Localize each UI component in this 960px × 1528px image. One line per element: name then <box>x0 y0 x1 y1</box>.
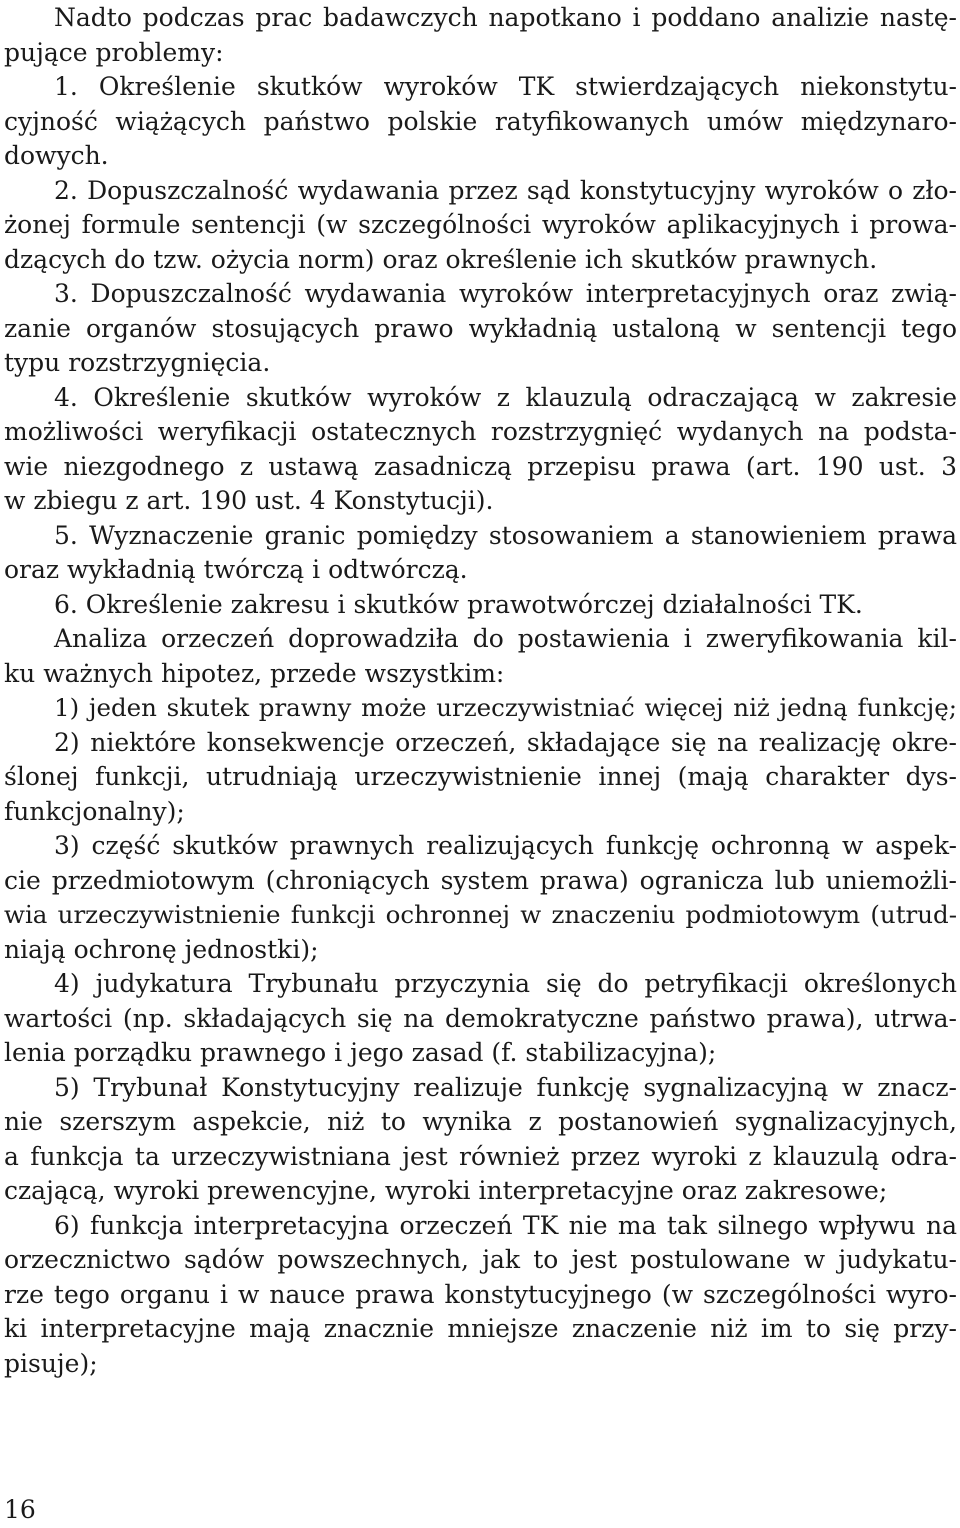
text-line: 5. Wyznaczenie granic pomiędzy stosowaniem a stanowieniem prawa <box>54 521 957 550</box>
text-line: zanie organów stosujących prawo wykładnią ustaloną w sentencji tego <box>4 314 957 343</box>
text-line: Nadto podczas prac badawczych napotkano i poddano analizie nastę- <box>54 3 957 32</box>
text-line: 4. Określenie skutków wyroków z klauzulą odraczającą w zakresie <box>54 383 957 412</box>
page-number: 16 <box>4 1495 36 1524</box>
text-line: czającą, wyroki prewencyjne, wyroki interpretacyjne oraz zakresowe; <box>4 1176 888 1205</box>
text-line: wie niezgodnego z ustawą zasadniczą przepisu prawa (art. 190 ust. 3 <box>4 452 957 481</box>
text-line: niają ochronę jednostki); <box>4 935 319 964</box>
text-line: wia urzeczywistnienie funkcji ochronnej w znaczeniu podmiotowym (utrud- <box>4 900 957 929</box>
text-line: 1. Określenie skutków wyroków TK stwierdzających niekonstytu- <box>54 72 957 101</box>
text-line: 1) jeden skutek prawny może urzeczywistniać więcej niż jedną funkcję; <box>54 693 957 722</box>
text-line: lenia porządku prawnego i jego zasad (f. stabilizacyjna); <box>4 1038 717 1067</box>
text-line: cie przedmiotowym (chroniących system prawa) ogranicza lub uniemożli- <box>4 866 957 895</box>
text-line: 6. Określenie zakresu i skutków prawotwórczej działalności TK. <box>54 590 863 619</box>
text-line: a funkcja ta urzeczywistniana jest również przez wyroki z klauzulą odra- <box>4 1142 957 1171</box>
text-line: oraz wykładnią twórczą i odtwórczą. <box>4 555 468 584</box>
text-line: 2. Dopuszczalność wydawania przez sąd konstytucyjny wyroków o zło- <box>54 176 957 205</box>
text-line: 5) Trybunał Konstytucyjny realizuje funkcję sygnalizacyjną w znacz- <box>54 1073 957 1102</box>
text-line: dowych. <box>4 141 109 170</box>
text-line: 3. Dopuszczalność wydawania wyroków interpretacyjnych oraz zwią- <box>54 279 957 308</box>
text-line: pisuje); <box>4 1349 98 1378</box>
text-line: ślonej funkcji, utrudniają urzeczywistnienie innej (mają charakter dys- <box>4 762 957 791</box>
text-line: Analiza orzeczeń doprowadziła do postawienia i zweryfikowania kil- <box>54 624 957 653</box>
text-line: dzących do tzw. ożycia norm) oraz określenie ich skutków prawnych. <box>4 245 878 274</box>
text-line: ku ważnych hipotez, przede wszystkim: <box>4 659 505 688</box>
text-line: 4) judykatura Trybunału przyczynia się do petryfikacji określonych <box>54 969 957 998</box>
text-line: cyjność wiążących państwo polskie ratyfikowanych umów międzynaro- <box>4 107 957 136</box>
text-line: w zbiegu z art. 190 ust. 4 Konstytucji). <box>4 486 494 515</box>
text-line: wartości (np. składających się na demokratyczne państwo prawa), utrwa- <box>4 1004 957 1033</box>
text-line: pujące problemy: <box>4 38 224 67</box>
text-line: orzecznictwo sądów powszechnych, jak to jest postulowane w judykatu- <box>4 1245 957 1274</box>
text-line: rze tego organu i w nauce prawa konstytucyjnego (w szczególności wyro- <box>4 1280 957 1309</box>
text-line: 6) funkcja interpretacyjna orzeczeń TK nie ma tak silnego wpływu na <box>54 1211 957 1240</box>
text-line: funkcjonalny); <box>4 797 185 826</box>
text-line: 2) niektóre konsekwencje orzeczeń, składające się na realizację okre- <box>54 728 957 757</box>
text-line: możliwości weryfikacji ostatecznych rozstrzygnięć wydanych na podsta- <box>4 417 957 446</box>
text-line: ki interpretacyjne mają znacznie mniejsze znaczenie niż im to się przy- <box>4 1314 957 1343</box>
text-line: nie szerszym aspekcie, niż to wynika z postanowień sygnalizacyjnych, <box>4 1107 957 1136</box>
text-line: typu rozstrzygnięcia. <box>4 348 271 377</box>
text-line: żonej formule sentencji (w szczególności wyroków aplikacyjnych i prowa- <box>4 210 957 239</box>
text-line: 3) część skutków prawnych realizujących funkcję ochronną w aspek- <box>54 831 957 860</box>
